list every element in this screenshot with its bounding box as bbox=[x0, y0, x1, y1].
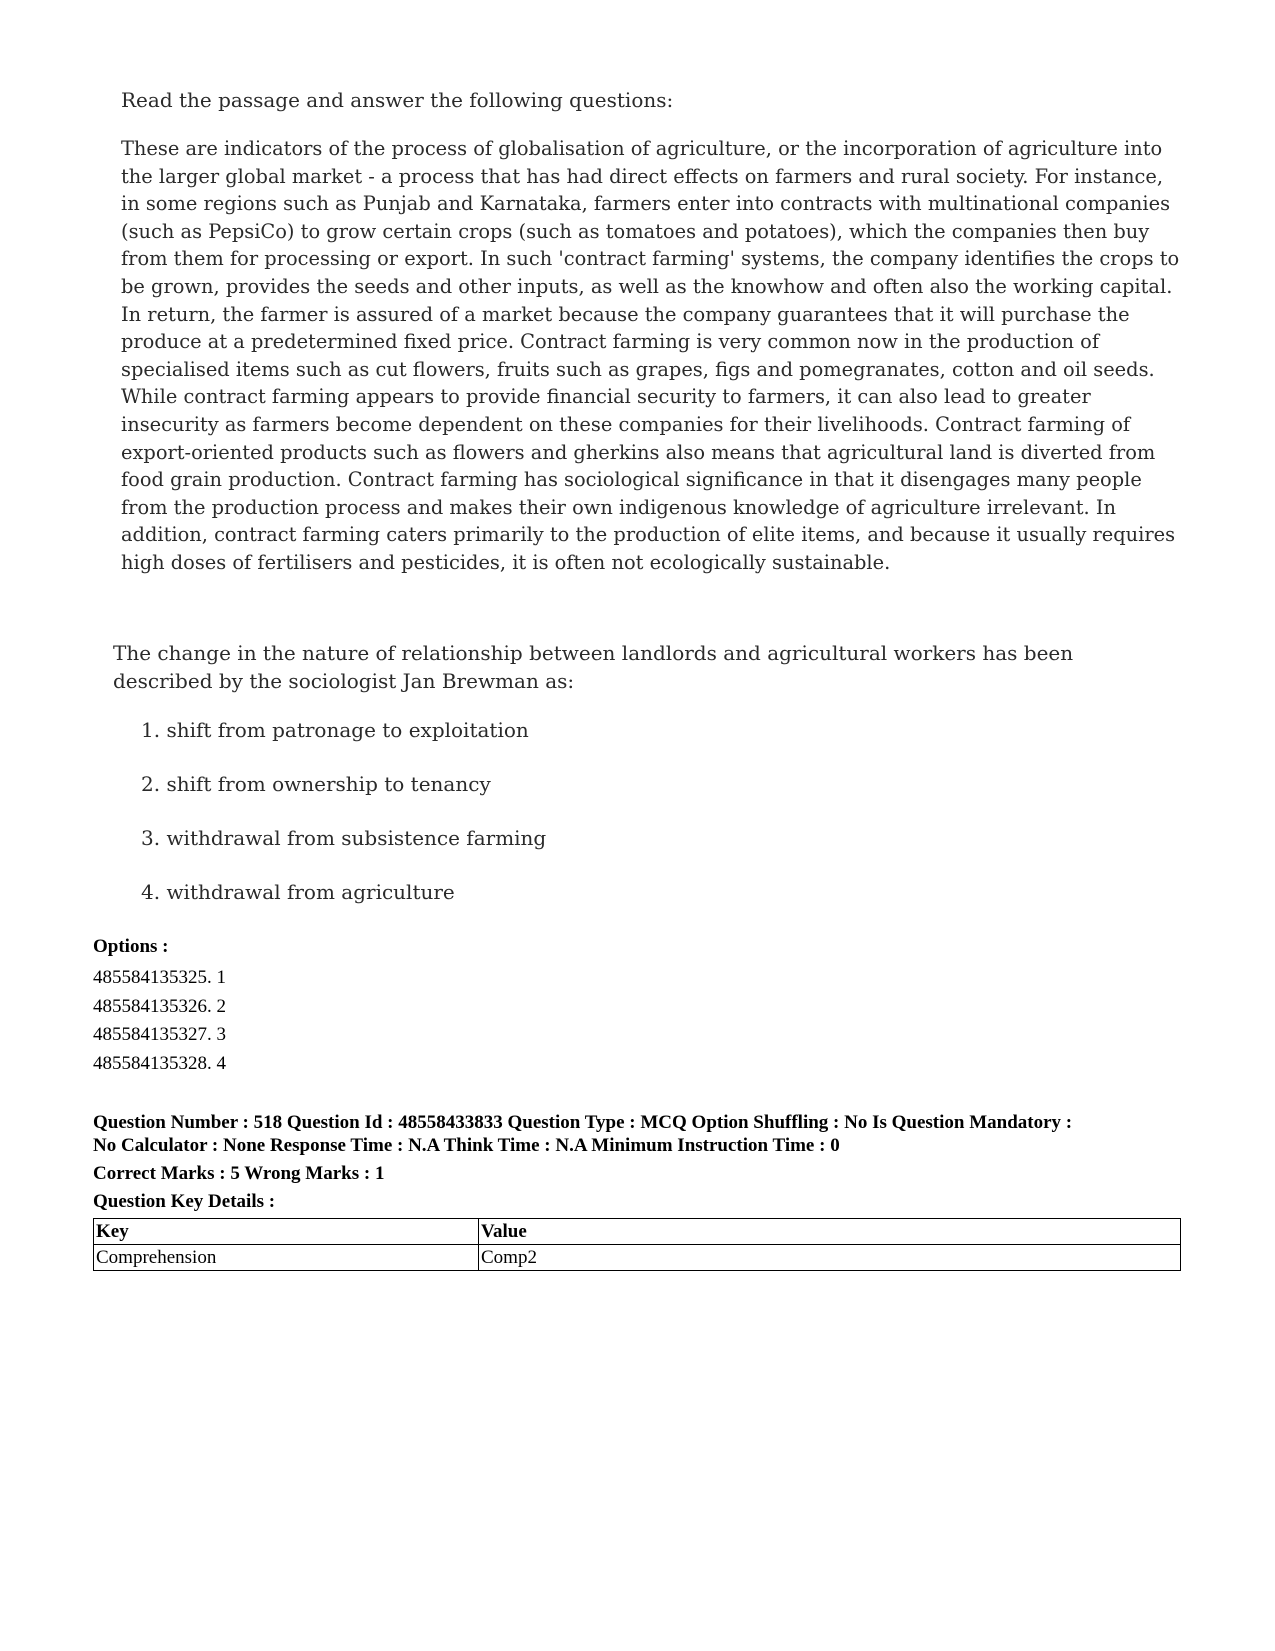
question-choices bbox=[141, 717, 546, 933]
passage-instruction: Read the passage and answer the following questions: bbox=[121, 88, 674, 112]
choice-item: 1. shift from patronage to exploitation bbox=[141, 718, 529, 742]
table-header-row bbox=[94, 1219, 1181, 1245]
passage-text: These are indicators of the process of globalisation of agriculture, or the incorporation of agriculture into the larger global market - a process that has had direct effects on farmers and rural society. For instance, in some regions such as Punjab and Karnataka, farmers enter into contracts with multinational companies (such as PepsiCo) to grow certain crops (such as tomatoes and potatoes), which the companies then buy from them for processing or export. In such 'contract farming' systems, the company identifies the crops to be grown, provides the seeds and other inputs, as well as the knowhow and often also the working capital. In return, the farmer is assured of a market because the company guarantees that it will purchase the produce at a predetermined fixed price. Contract farming is very common now in the production of specialised items such as cut flowers, fruits such as grapes, figs and pomegranates, cotton and oil seeds. While contract farming appears to provide financial security to farmers, it can also lead to greater insecurity as farmers become dependent on these companies for their livelihoods. Contract farming of export-oriented products such as flowers and gherkins also means that agricultural land is diverted from food grain production. Contract farming has sociological significance in that it disengages many people from the production process and makes their own indigenous knowledge of agriculture irrelevant. In addition, contract farming caters primarily to the production of elite items, and because it usually requires high doses of fertilisers and pesticides, it is often not ecologically sustainable. bbox=[121, 137, 1180, 574]
options-list bbox=[93, 964, 226, 1078]
choice-item: 2. shift from ownership to tenancy bbox=[141, 772, 491, 796]
marks-line: Correct Marks : 5 Wrong Marks : 1 bbox=[93, 1163, 385, 1184]
choice-item: 3. withdrawal from subsistence farming bbox=[141, 826, 547, 850]
question-info-line2: No Calculator : None Response Time : N.A Think Time : N.A Minimum Instruction Time : 0 bbox=[93, 1135, 840, 1156]
table-cell-key: Comprehension bbox=[94, 1245, 479, 1271]
table-cell-value: Comp2 bbox=[479, 1245, 1181, 1271]
choice-item: 4. withdrawal from agriculture bbox=[141, 880, 455, 904]
table-header-key: Key bbox=[94, 1219, 479, 1245]
question-info-line1: Question Number : 518 Question Id : 48558433833 Question Type : MCQ Option Shuffling : No Is Question Mandatory : bbox=[93, 1112, 1073, 1133]
option-item: 485584135328. 4 bbox=[93, 1052, 226, 1074]
question-info bbox=[93, 1111, 1193, 1157]
table-header-value: Value bbox=[479, 1219, 1181, 1245]
options-heading: Options : bbox=[93, 936, 169, 957]
question-text: The change in the nature of relationship between landlords and agricultural workers has been described by the sociologist Jan Brewman as: bbox=[113, 641, 1074, 693]
key-details-heading: Question Key Details : bbox=[93, 1191, 276, 1212]
option-item: 485584135326. 2 bbox=[93, 995, 226, 1017]
option-item: 485584135327. 3 bbox=[93, 1024, 226, 1045]
key-details-table bbox=[93, 1218, 1181, 1271]
table-row bbox=[94, 1245, 1181, 1271]
option-item: 485584135325. 1 bbox=[93, 967, 226, 988]
